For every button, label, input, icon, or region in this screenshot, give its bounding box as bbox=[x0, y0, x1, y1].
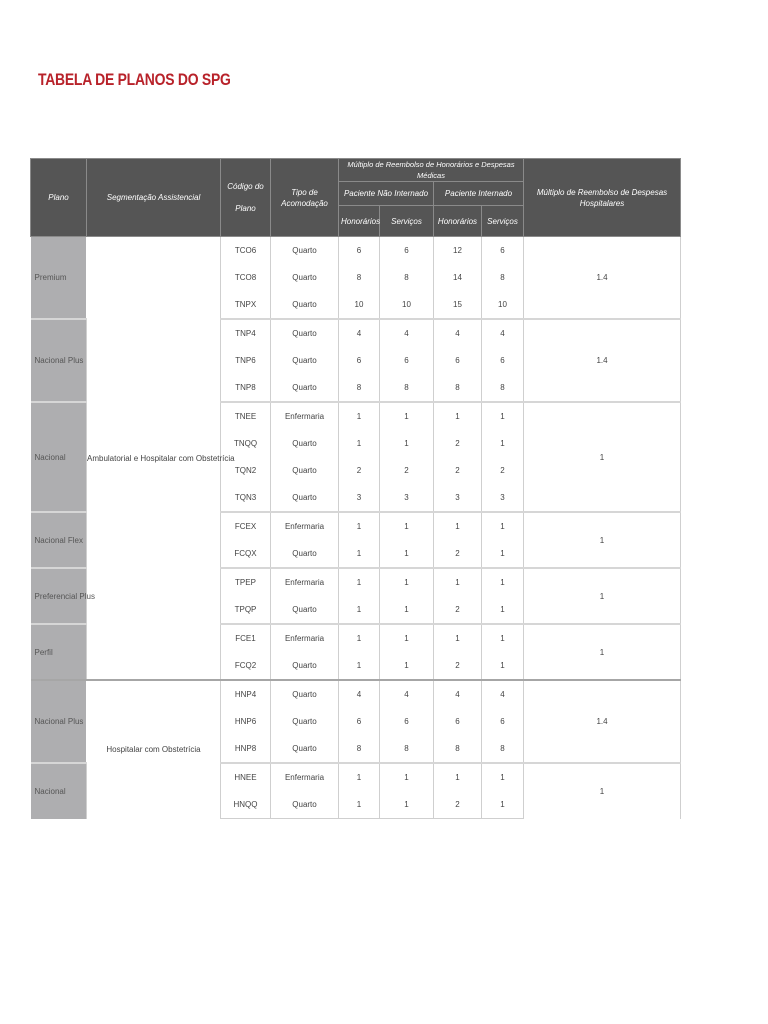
plan-name-cell: Nacional bbox=[31, 763, 87, 819]
nao-internado-honorarios-cell: 4 bbox=[339, 319, 380, 347]
header-multiplo-honorarios: Múltiplo de Reembolso de Honorários e Despesas Médicas bbox=[339, 159, 524, 182]
internado-servicos-cell: 8 bbox=[482, 374, 524, 402]
nao-internado-honorarios-cell: 1 bbox=[339, 596, 380, 624]
internado-honorarios-cell: 8 bbox=[434, 374, 482, 402]
internado-servicos-cell: 10 bbox=[482, 291, 524, 319]
segment-cell: Hospitalar com Obstetrícia bbox=[87, 680, 221, 819]
plan-code-cell: TNPX bbox=[221, 291, 271, 319]
plan-code-cell: HNP4 bbox=[221, 680, 271, 708]
nao-internado-servicos-cell: 1 bbox=[380, 652, 434, 680]
header-servicos: Serviços bbox=[380, 206, 434, 237]
internado-honorarios-cell: 1 bbox=[434, 568, 482, 596]
plan-name-cell: Nacional Flex bbox=[31, 512, 87, 568]
plan-name-cell: Nacional Plus bbox=[31, 680, 87, 763]
nao-internado-honorarios-cell: 1 bbox=[339, 763, 380, 791]
hospital-multiplier-cell: 1.4 bbox=[524, 237, 681, 320]
nao-internado-servicos-cell: 6 bbox=[380, 708, 434, 735]
plan-code-cell: TQN2 bbox=[221, 457, 271, 484]
internado-honorarios-cell: 8 bbox=[434, 735, 482, 763]
nao-internado-servicos-cell: 8 bbox=[380, 374, 434, 402]
nao-internado-honorarios-cell: 8 bbox=[339, 374, 380, 402]
header-paciente-internado: Paciente Internado bbox=[434, 182, 524, 206]
nao-internado-servicos-cell: 6 bbox=[380, 347, 434, 374]
internado-servicos-cell: 4 bbox=[482, 319, 524, 347]
nao-internado-honorarios-cell: 1 bbox=[339, 568, 380, 596]
internado-honorarios-cell: 6 bbox=[434, 708, 482, 735]
accommodation-cell: Enfermaria bbox=[271, 568, 339, 596]
accommodation-cell: Quarto bbox=[271, 319, 339, 347]
plan-code-cell: TNP6 bbox=[221, 347, 271, 374]
plans-table-body bbox=[31, 237, 681, 819]
internado-honorarios-cell: 15 bbox=[434, 291, 482, 319]
internado-servicos-cell: 1 bbox=[482, 568, 524, 596]
internado-servicos-cell: 1 bbox=[482, 791, 524, 819]
accommodation-cell: Quarto bbox=[271, 484, 339, 512]
header-codigo-line2: Plano bbox=[235, 204, 256, 213]
internado-honorarios-cell: 2 bbox=[434, 540, 482, 568]
internado-honorarios-cell: 1 bbox=[434, 624, 482, 652]
plan-code-cell: TNQQ bbox=[221, 430, 271, 457]
accommodation-cell: Quarto bbox=[271, 735, 339, 763]
nao-internado-servicos-cell: 2 bbox=[380, 457, 434, 484]
accommodation-cell: Quarto bbox=[271, 791, 339, 819]
internado-honorarios-cell: 1 bbox=[434, 763, 482, 791]
internado-servicos-cell: 1 bbox=[482, 763, 524, 791]
nao-internado-servicos-cell: 8 bbox=[380, 735, 434, 763]
plan-code-cell: TPEP bbox=[221, 568, 271, 596]
plan-code-cell: FCQ2 bbox=[221, 652, 271, 680]
plan-code-cell: TQN3 bbox=[221, 484, 271, 512]
accommodation-cell: Enfermaria bbox=[271, 402, 339, 430]
accommodation-cell: Quarto bbox=[271, 237, 339, 265]
nao-internado-honorarios-cell: 1 bbox=[339, 512, 380, 540]
header-multiplo-hospitalares: Múltiplo de Reembolso de Despesas Hospitalares bbox=[524, 159, 681, 237]
table-row bbox=[31, 237, 681, 265]
accommodation-cell: Quarto bbox=[271, 347, 339, 374]
accommodation-cell: Enfermaria bbox=[271, 763, 339, 791]
internado-servicos-cell: 1 bbox=[482, 402, 524, 430]
internado-servicos-cell: 2 bbox=[482, 457, 524, 484]
nao-internado-honorarios-cell: 6 bbox=[339, 708, 380, 735]
nao-internado-honorarios-cell: 8 bbox=[339, 264, 380, 291]
table-row bbox=[31, 680, 681, 708]
accommodation-cell: Enfermaria bbox=[271, 512, 339, 540]
internado-servicos-cell: 8 bbox=[482, 735, 524, 763]
accommodation-cell: Quarto bbox=[271, 708, 339, 735]
internado-servicos-cell: 1 bbox=[482, 540, 524, 568]
plan-name-cell: Preferencial Plus bbox=[31, 568, 87, 624]
internado-servicos-cell: 6 bbox=[482, 708, 524, 735]
accommodation-cell: Quarto bbox=[271, 652, 339, 680]
internado-honorarios-cell: 2 bbox=[434, 457, 482, 484]
plan-code-cell: FCE1 bbox=[221, 624, 271, 652]
hospital-multiplier-cell: 1 bbox=[524, 763, 681, 819]
nao-internado-honorarios-cell: 8 bbox=[339, 735, 380, 763]
nao-internado-honorarios-cell: 2 bbox=[339, 457, 380, 484]
plan-code-cell: HNQQ bbox=[221, 791, 271, 819]
nao-internado-servicos-cell: 1 bbox=[380, 430, 434, 457]
accommodation-cell: Quarto bbox=[271, 457, 339, 484]
accommodation-cell: Quarto bbox=[271, 680, 339, 708]
internado-servicos-cell: 6 bbox=[482, 237, 524, 265]
plan-code-cell: HNEE bbox=[221, 763, 271, 791]
nao-internado-honorarios-cell: 10 bbox=[339, 291, 380, 319]
internado-servicos-cell: 1 bbox=[482, 624, 524, 652]
nao-internado-honorarios-cell: 1 bbox=[339, 791, 380, 819]
nao-internado-servicos-cell: 1 bbox=[380, 791, 434, 819]
nao-internado-servicos-cell: 6 bbox=[380, 237, 434, 265]
plan-code-cell: TCO6 bbox=[221, 237, 271, 265]
plans-table bbox=[30, 158, 681, 819]
plan-code-cell: HNP8 bbox=[221, 735, 271, 763]
plan-code-cell: TNP8 bbox=[221, 374, 271, 402]
plan-code-cell: FCQX bbox=[221, 540, 271, 568]
internado-servicos-cell: 1 bbox=[482, 430, 524, 457]
nao-internado-servicos-cell: 1 bbox=[380, 402, 434, 430]
nao-internado-servicos-cell: 1 bbox=[380, 512, 434, 540]
accommodation-cell: Quarto bbox=[271, 264, 339, 291]
internado-honorarios-cell: 2 bbox=[434, 652, 482, 680]
header-codigo bbox=[221, 159, 271, 237]
nao-internado-servicos-cell: 4 bbox=[380, 680, 434, 708]
header-honorarios: Honorários bbox=[434, 206, 482, 237]
nao-internado-servicos-cell: 1 bbox=[380, 624, 434, 652]
nao-internado-honorarios-cell: 1 bbox=[339, 402, 380, 430]
internado-servicos-cell: 4 bbox=[482, 680, 524, 708]
nao-internado-servicos-cell: 4 bbox=[380, 319, 434, 347]
hospital-multiplier-cell: 1.4 bbox=[524, 319, 681, 402]
page-title: TABELA DE PLANOS DO SPG bbox=[38, 70, 231, 89]
nao-internado-honorarios-cell: 1 bbox=[339, 430, 380, 457]
hospital-multiplier-cell: 1 bbox=[524, 512, 681, 568]
internado-servicos-cell: 8 bbox=[482, 264, 524, 291]
plan-code-cell: TCO8 bbox=[221, 264, 271, 291]
header-segmentacao: Segmentação Assistencial bbox=[87, 159, 221, 237]
header-plano: Plano bbox=[31, 159, 87, 237]
accommodation-cell: Quarto bbox=[271, 430, 339, 457]
plan-name-cell: Perfil bbox=[31, 624, 87, 680]
plan-code-cell: TPQP bbox=[221, 596, 271, 624]
accommodation-cell: Quarto bbox=[271, 540, 339, 568]
hospital-multiplier-cell: 1.4 bbox=[524, 680, 681, 763]
nao-internado-servicos-cell: 1 bbox=[380, 540, 434, 568]
nao-internado-servicos-cell: 1 bbox=[380, 596, 434, 624]
plan-code-cell: FCEX bbox=[221, 512, 271, 540]
plan-name-cell: Premium bbox=[31, 237, 87, 320]
accommodation-cell: Quarto bbox=[271, 596, 339, 624]
accommodation-cell: Quarto bbox=[271, 374, 339, 402]
nao-internado-honorarios-cell: 3 bbox=[339, 484, 380, 512]
plan-name-cell: Nacional bbox=[31, 402, 87, 512]
nao-internado-honorarios-cell: 1 bbox=[339, 540, 380, 568]
nao-internado-servicos-cell: 1 bbox=[380, 568, 434, 596]
internado-honorarios-cell: 2 bbox=[434, 430, 482, 457]
header-servicos: Serviços bbox=[482, 206, 524, 237]
internado-servicos-cell: 1 bbox=[482, 512, 524, 540]
nao-internado-honorarios-cell: 1 bbox=[339, 624, 380, 652]
plan-code-cell: TNEE bbox=[221, 402, 271, 430]
segment-cell: Ambulatorial e Hospitalar com Obstetrícia bbox=[87, 237, 221, 681]
header-honorarios: Honorários bbox=[339, 206, 380, 237]
internado-honorarios-cell: 2 bbox=[434, 596, 482, 624]
internado-servicos-cell: 3 bbox=[482, 484, 524, 512]
plan-code-cell: HNP6 bbox=[221, 708, 271, 735]
hospital-multiplier-cell: 1 bbox=[524, 568, 681, 624]
nao-internado-honorarios-cell: 1 bbox=[339, 652, 380, 680]
internado-honorarios-cell: 4 bbox=[434, 319, 482, 347]
internado-honorarios-cell: 1 bbox=[434, 512, 482, 540]
hospital-multiplier-cell: 1 bbox=[524, 402, 681, 512]
nao-internado-honorarios-cell: 4 bbox=[339, 680, 380, 708]
internado-servicos-cell: 6 bbox=[482, 347, 524, 374]
internado-honorarios-cell: 6 bbox=[434, 347, 482, 374]
plan-code-cell: TNP4 bbox=[221, 319, 271, 347]
accommodation-cell: Enfermaria bbox=[271, 624, 339, 652]
internado-servicos-cell: 1 bbox=[482, 652, 524, 680]
accommodation-cell: Quarto bbox=[271, 291, 339, 319]
hospital-multiplier-cell: 1 bbox=[524, 624, 681, 680]
header-codigo-line1: Código do bbox=[227, 182, 264, 191]
internado-honorarios-cell: 2 bbox=[434, 791, 482, 819]
internado-honorarios-cell: 1 bbox=[434, 402, 482, 430]
internado-honorarios-cell: 3 bbox=[434, 484, 482, 512]
internado-servicos-cell: 1 bbox=[482, 596, 524, 624]
nao-internado-servicos-cell: 1 bbox=[380, 763, 434, 791]
nao-internado-honorarios-cell: 6 bbox=[339, 237, 380, 265]
internado-honorarios-cell: 14 bbox=[434, 264, 482, 291]
internado-honorarios-cell: 12 bbox=[434, 237, 482, 265]
header-paciente-nao-internado: Paciente Não Internado bbox=[339, 182, 434, 206]
header-tipo-acomodacao: Tipo de Acomodação bbox=[271, 159, 339, 237]
nao-internado-servicos-cell: 8 bbox=[380, 264, 434, 291]
internado-honorarios-cell: 4 bbox=[434, 680, 482, 708]
nao-internado-honorarios-cell: 6 bbox=[339, 347, 380, 374]
plan-name-cell: Nacional Plus bbox=[31, 319, 87, 402]
nao-internado-servicos-cell: 10 bbox=[380, 291, 434, 319]
nao-internado-servicos-cell: 3 bbox=[380, 484, 434, 512]
